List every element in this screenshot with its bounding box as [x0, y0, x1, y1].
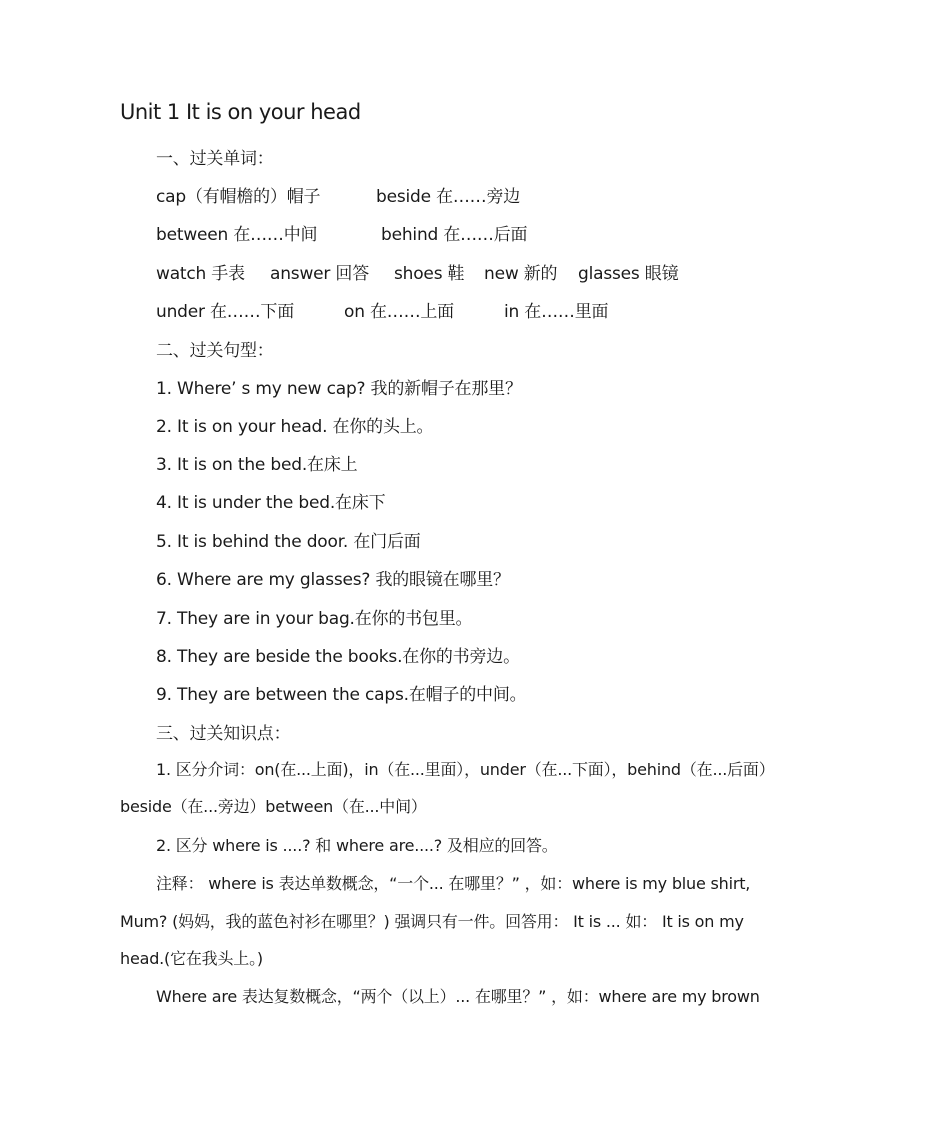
vocab-item: under 在……下面: [156, 302, 294, 322]
note-singular: 注释： where is 表达单数概念，“一个... 在哪里？” ，如：where is my blue shirt,: [156, 874, 751, 893]
section-heading-knowledge: 三、过关知识点：: [156, 724, 291, 744]
vocab-item: watch 手表: [156, 264, 245, 284]
vocab-row: [156, 259, 678, 284]
vocab-row: [156, 182, 520, 207]
section-heading-vocabulary: 一、过关单词：: [156, 149, 274, 169]
knowledge-point-1: 1. 区分介词：on(在...上面)，in（在...里面），under（在...下面），behind（在...后面）: [156, 760, 775, 779]
vocab-item: shoes 鞋: [394, 264, 465, 284]
vocab-item: answer 回答: [270, 264, 370, 284]
sentence-item: 1. Where’ s my new cap? 我的新帽子在那里？: [156, 379, 522, 399]
vocab-item: new 新的: [484, 264, 558, 284]
vocab-row: [156, 220, 527, 245]
vocab-item: cap（有帽檐的）帽子: [156, 187, 321, 207]
sentence-item: 2. It is on your head. 在你的头上。: [156, 417, 434, 437]
sentence-item: 8. They are beside the books.在你的书旁边。: [156, 647, 520, 667]
page-title: Unit 1 It is on your head: [120, 100, 361, 124]
section-heading-sentences: 二、过关句型：: [156, 341, 274, 361]
knowledge-point-2: 2. 区分 where is ....? 和 where are....? 及相应的回答。: [156, 836, 558, 855]
sentence-item: 6. Where are my glasses? 我的眼镜在哪里？: [156, 570, 510, 590]
sentence-item: 4. It is under the bed.在床下: [156, 493, 386, 513]
vocab-row: [156, 297, 608, 322]
sentence-item: 9. They are between the caps.在帽子的中间。: [156, 685, 527, 705]
vocab-item: beside 在……旁边: [376, 187, 521, 207]
sentence-item: 3. It is on the bed.在床上: [156, 455, 358, 475]
vocab-item: in 在……里面: [504, 302, 609, 322]
vocab-item: glasses 眼镜: [578, 264, 679, 284]
knowledge-point-1-cont: beside（在...旁边）between（在...中间）: [120, 797, 427, 816]
note-singular-cont: Mum? (妈妈，我的蓝色衬衫在哪里？) 强调只有一件。回答用： It is ... 如： It is on my: [120, 912, 744, 931]
sentence-item: 5. It is behind the door. 在门后面: [156, 532, 421, 552]
vocab-item: behind 在……后面: [381, 225, 528, 245]
sentence-item: 7. They are in your bag.在你的书包里。: [156, 609, 473, 629]
vocab-item: on 在……上面: [344, 302, 454, 322]
note-singular-cont: head.(它在我头上。): [120, 949, 263, 968]
note-plural: Where are 表达复数概念，“两个（以上）... 在哪里？” ，如：where are my brown: [156, 987, 760, 1006]
vocab-item: between 在……中间: [156, 225, 318, 245]
